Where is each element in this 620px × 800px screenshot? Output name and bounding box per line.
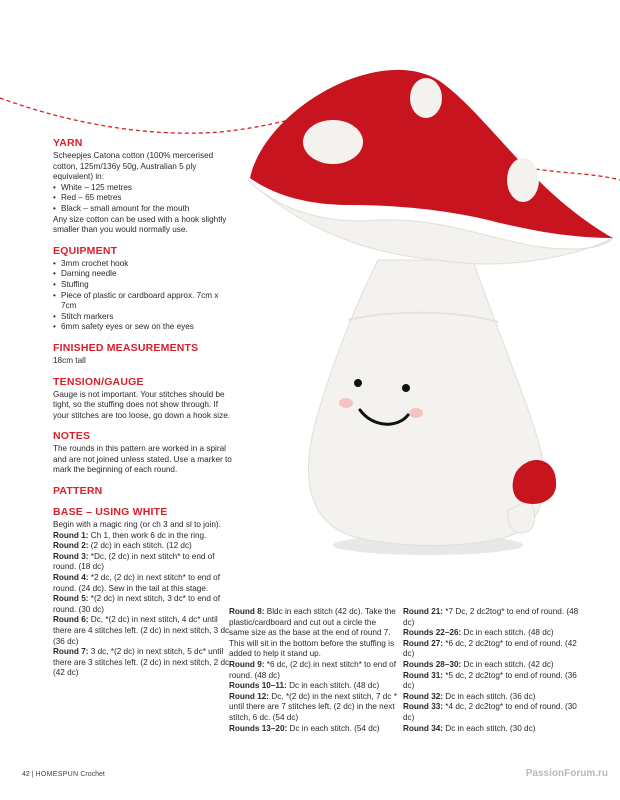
list-item: • Stitch markers [53,312,233,323]
measurements-heading: FINISHED MEASUREMENTS [53,341,199,354]
round-label: Round 4: [53,573,89,583]
round-row [53,647,233,679]
round-text: *(2 dc) in next stitch, 3 dc* to end of round. (30 dc) [53,594,221,614]
round-row [403,671,583,692]
notes-text: The rounds in this pattern are worked in a spiral and are not joined unless stated. Use a marker to mark the beginning of each round. [53,444,232,475]
crochet-mushroom-photo [238,60,618,560]
left-column [53,137,233,688]
round-label: Rounds 28–30: [403,659,462,669]
round-text: Ch 1, then work 6 dc in the ring. [88,530,207,540]
equipment-list [53,259,233,333]
measurements-section [53,342,233,367]
round-text: Dc, *(2 dc) in next stitch, 4 dc* until there are 4 stitches left. (2 dc) in next stitch, 3 dc. (36 dc) [53,615,232,646]
list-item: • 6mm safety eyes or sew on the eyes [53,322,233,333]
round-text: Dc in each stitch. (42 dc) [461,659,554,669]
yarn-note: Any size cotton can be used with a hook slightly smaller than you would normally use. [53,214,227,235]
round-label: Round 31: [403,670,444,680]
round-row [229,681,397,692]
magazine-brand: HOMESPUN [35,771,79,778]
yarn-section [53,137,233,236]
round-text: 3 dc, *(2 dc) in next stitch, 5 dc* until there are 3 stitches left. (2 dc) in next stitch, 2 dc. (42 dc) [53,647,232,678]
list-item: • Red – 65 metres [53,193,233,204]
base-heading: BASE – USING WHITE [53,506,168,519]
round-row [403,702,583,723]
round-label: Round 9: [229,659,265,669]
round-text: Dc in each stitch. (48 dc) [286,681,380,691]
round-label: Round 6: [53,615,89,625]
list-item: • Darning needle [53,269,233,280]
base-section [53,506,233,679]
round-label: Rounds 10–11: [229,681,287,691]
equipment-section [53,245,233,333]
equipment-heading: EQUIPMENT [53,244,118,257]
round-row [53,552,233,573]
round-row [229,660,397,681]
notes-section [53,430,233,476]
tension-section [53,376,233,422]
round-row [53,531,233,542]
watermark: PassionForum.ru [525,768,608,779]
round-text: *4 dc, 2 dc2tog* to end of round. (30 dc) [403,702,577,722]
round-row [53,594,233,615]
round-row [229,607,397,660]
round-row [403,607,583,628]
round-row [403,628,583,639]
round-label: Round 27: [403,638,444,648]
round-label: Round 8: [229,607,265,616]
list-item: • Black – small amount for the mouth [53,204,233,215]
round-row [229,692,397,724]
round-label: Round 21: [403,607,444,616]
round-label: Round 3: [53,551,89,561]
round-text: *6 dc, 2 dc2tog* to end of round. (42 dc) [403,638,577,659]
list-item: • 3mm crochet hook [53,259,233,270]
round-label: Rounds 13–20: [229,723,288,733]
round-label: Round 34: [403,723,444,733]
tension-heading: TENSION/GAUGE [53,375,144,388]
round-text: Dc, *(2 dc) in the next stitch, 7 dc * until there are 7 stitches left. (2 dc) in the next stitch, 6 dc. (54 dc) [229,691,397,722]
yarn-heading: YARN [53,137,83,149]
round-row [403,724,583,735]
round-label: Round 32: [403,691,444,701]
round-label: Rounds 22–26: [403,628,462,638]
footer-separator: | [31,771,34,778]
right-column [403,607,583,734]
round-text: *2 dc, (2 dc) in next stitch* to end of round. (24 dc). Sew in the tail at this stage. [53,573,221,593]
round-row [53,541,233,552]
list-item: • White – 125 metres [53,183,233,194]
round-label: Round 33: [403,702,444,712]
page-number: 42 [22,771,30,778]
yarn-intro: Scheepjes Catona cotton (100% mercerised cotton, 125m/136y 50g, Australian 5 ply equivalent) in: [53,151,214,182]
round-text: Dc in each stitch. (36 dc) [443,691,536,701]
notes-heading: NOTES [53,430,91,443]
measurements-text: 18cm tall [53,355,86,365]
round-text: Dc in each stitch. (30 dc) [443,723,536,733]
pattern-heading: PATTERN [53,485,103,498]
round-row [403,692,583,703]
list-item: • Stuffing [53,280,233,291]
round-text: *Dc, (2 dc) in next stitch* to end of round. (18 dc) [53,551,215,572]
list-item: • Piece of plastic or cardboard approx. 7cm x 7cm [53,291,233,312]
round-label: Round 1: [53,530,89,540]
base-intro: Begin with a magic ring (or ch 3 and sl to join). [53,520,221,530]
round-text: Dc in each stitch. (48 dc) [461,628,554,638]
round-text: *5 dc, 2 dc2tog* to end of round. (36 dc) [403,670,577,691]
round-text: Bldc in each stitch (42 dc). Take the plastic/cardboard and cut out a circle the same size as the base at the end of round 7. This will sit in the bottom before the stuffing is added to help it stand up. [229,607,396,659]
round-label: Round 12: [229,691,270,701]
round-row [229,724,397,735]
round-label: Round 7: [53,647,89,657]
round-row [403,639,583,660]
middle-column [229,607,397,734]
round-text: (2 dc) in each stitch. (12 dc) [88,541,192,551]
page-footer [22,771,105,778]
round-row [53,615,233,647]
round-label: Round 2: [53,541,89,551]
round-row [403,660,583,671]
magazine-section: Crochet [80,771,105,778]
round-text: *7 Dc, 2 dc2tog* to end of round. (48 dc) [403,607,579,627]
pattern-section [53,485,233,497]
round-text: Dc in each stitch. (54 dc) [287,723,380,733]
round-label: Round 5: [53,594,89,604]
tension-text: Gauge is not important. Your stitches should be tight, so the stuffing does not show through. If your stitches are too loose, go down a hook size. [53,389,231,420]
yarn-list [53,183,233,215]
round-row [53,573,233,594]
round-text: *6 dc, (2 dc) in next stitch* to end of round. (48 dc) [229,659,397,680]
